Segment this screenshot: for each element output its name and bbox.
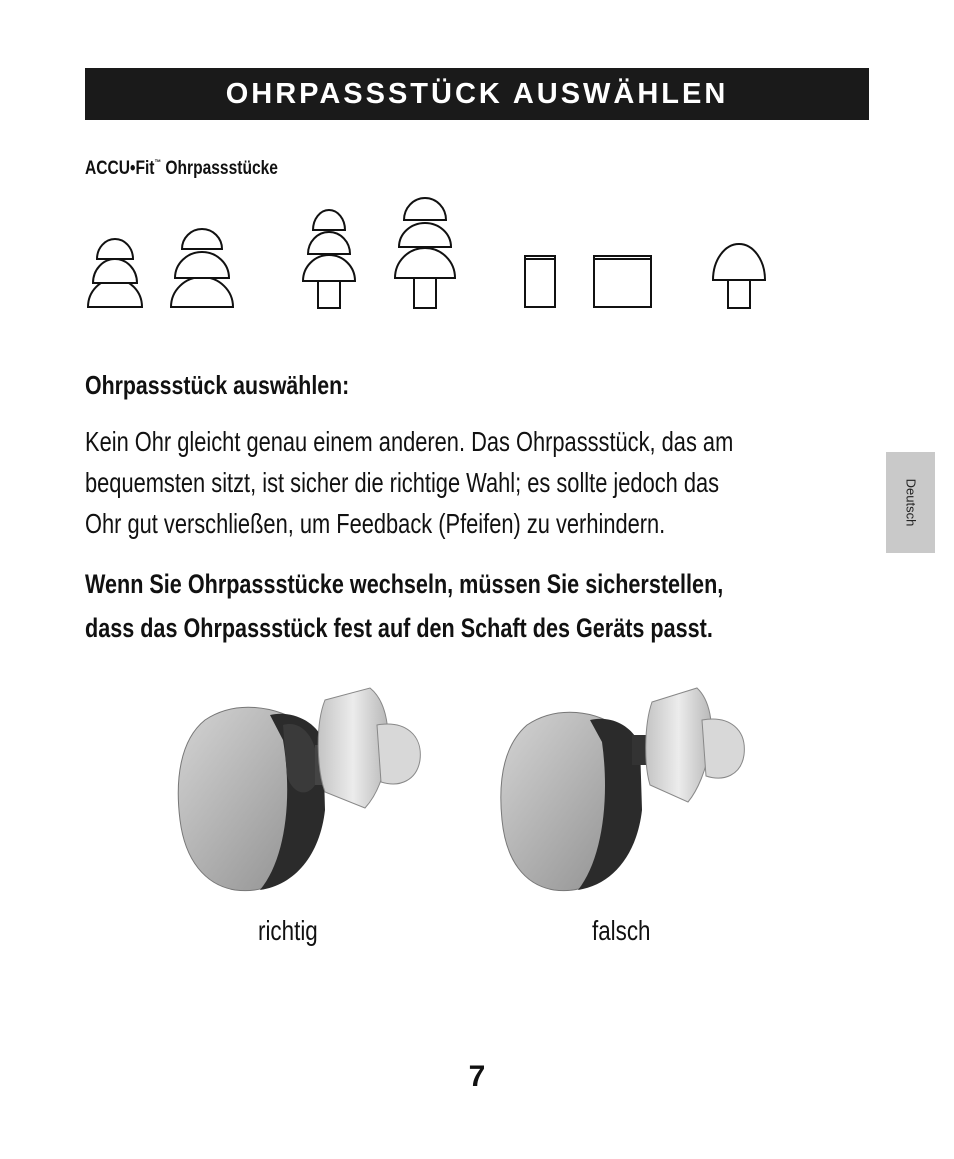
warning-paragraph bbox=[85, 562, 805, 650]
mushroom-tip-icon bbox=[713, 244, 765, 308]
triple-flange-stem-tip-small-icon bbox=[303, 210, 355, 308]
eartips-subheading bbox=[85, 158, 278, 180]
eartip-illustrations bbox=[0, 190, 954, 320]
triple-flange-tip-small-icon bbox=[88, 239, 142, 307]
caption-wrong: falsch bbox=[592, 915, 651, 946]
caption-correct: richtig bbox=[258, 915, 318, 946]
triple-flange-stem-tip-large-icon bbox=[395, 198, 455, 308]
hearing-aid-wrong-fit-icon bbox=[492, 680, 752, 900]
foam-tip-wide-icon bbox=[594, 256, 651, 307]
page-title-bar bbox=[85, 68, 869, 120]
warning-line: Wenn Sie Ohrpassstücke wechseln, müssen Sie sicherstellen, bbox=[85, 569, 724, 599]
brand-name: ACCU•Fit bbox=[85, 158, 155, 179]
triple-flange-tip-large-icon bbox=[171, 229, 233, 307]
page-number: 7 bbox=[468, 1060, 486, 1093]
page-title: OHRPASSSTÜCK AUSWÄHLEN bbox=[225, 77, 729, 110]
section-heading: Ohrpassstück auswählen: bbox=[85, 370, 350, 400]
subhead-text: Ohrpassstücke bbox=[161, 158, 278, 179]
body-paragraph bbox=[85, 421, 756, 544]
warning-line: dass das Ohrpassstück fest auf den Schaft des Geräts passt. bbox=[85, 613, 713, 643]
trademark-mark: ™ bbox=[154, 158, 162, 167]
language-tab-label: Deutsch bbox=[902, 478, 918, 527]
hearing-aid-correct-fit-icon bbox=[165, 680, 425, 900]
body-line: Ohr gut verschließen, um Feedback (Pfeifen) zu verhindern. bbox=[85, 508, 666, 539]
foam-tip-narrow-icon bbox=[525, 256, 555, 307]
body-line: bequemsten sitzt, ist sicher die richtige Wahl; es sollte jedoch das bbox=[85, 467, 720, 498]
body-line: Kein Ohr gleicht genau einem anderen. Das Ohrpassstück, das am bbox=[85, 426, 734, 457]
language-tab bbox=[886, 452, 935, 553]
